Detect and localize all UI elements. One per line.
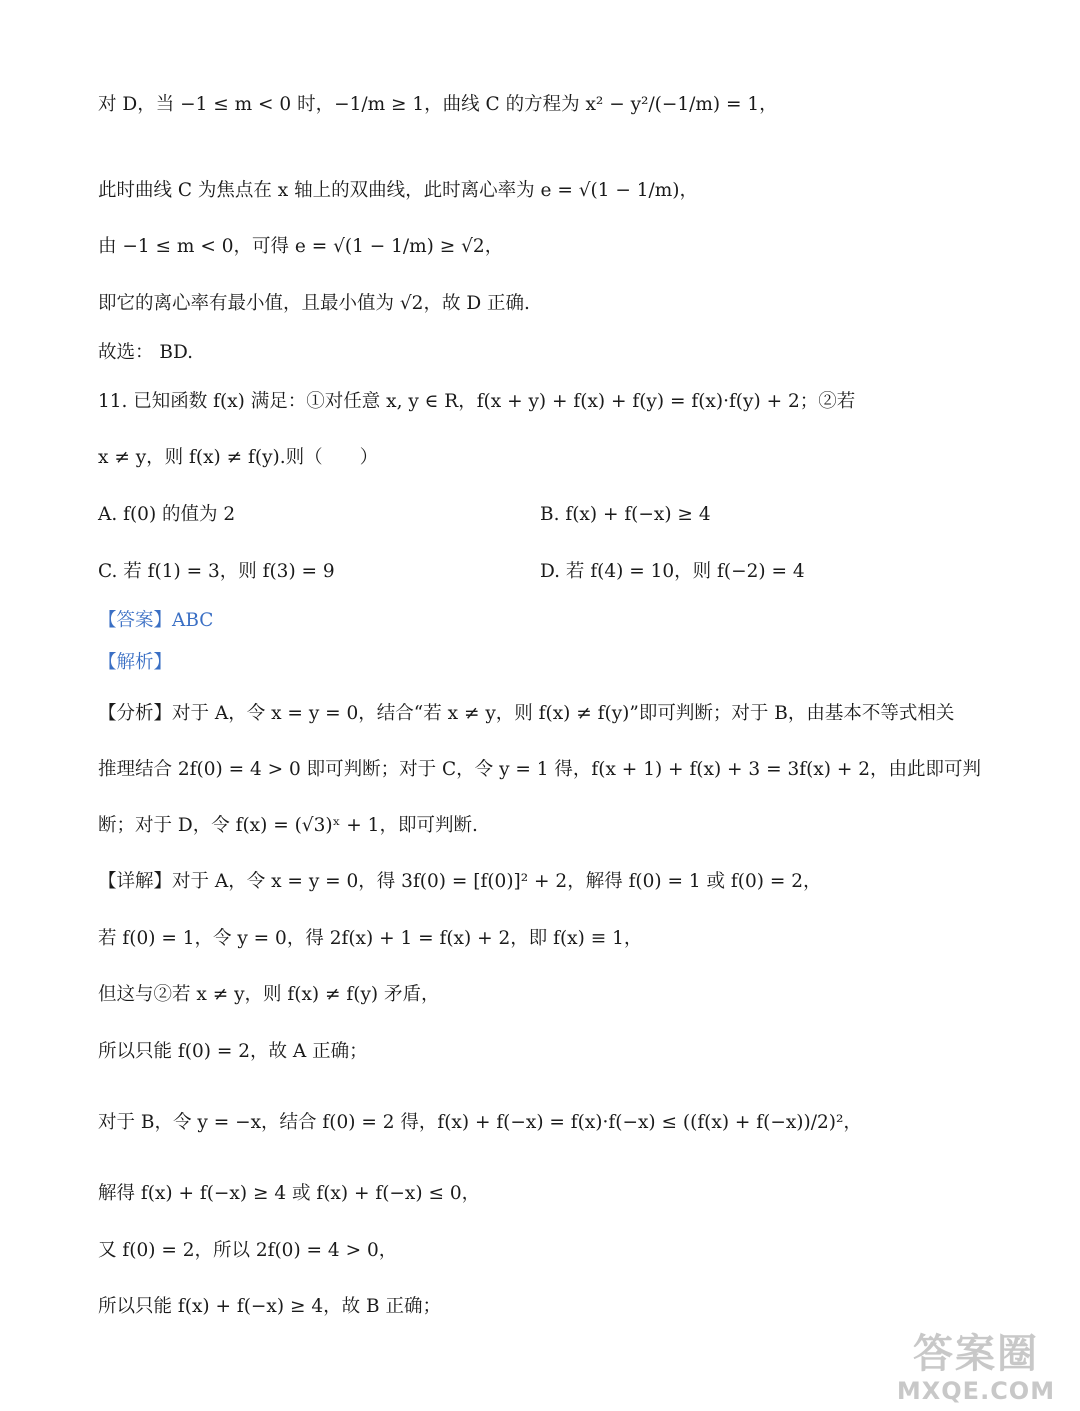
text-line-d-condition: 对 D，当 −1 ≤ m < 0 时，−1/m ≥ 1，曲线 C 的方程为 x² − y²/(−1/m) = 1， <box>98 94 778 115</box>
text-line-range: 由 −1 ≤ m < 0，可得 e = √(1 − 1/m) ≥ √2， <box>98 236 504 257</box>
option-c: C. 若 f(1) = 3，则 f(3) = 9 <box>98 561 335 582</box>
text-line-selection: 故选： BD. <box>98 342 194 363</box>
analysis-line-2: 推理结合 2f(0) = 4 > 0 即可判断；对于 C，令 y = 1 得，f(x + 1) + f(x) + 3 = 3f(x) + 2，由此即可判 <box>98 759 981 780</box>
watermark-url: MXQE.COM <box>896 1377 1056 1405</box>
question-11-stem: 11. 已知函数 f(x) 满足：①对任意 x, y ∈ R，f(x + y) + f(x) + f(y) = f(x)·f(y) + 2；②若 <box>98 391 856 412</box>
detail-line-7: 又 f(0) = 2，所以 2f(0) = 4 > 0， <box>98 1240 398 1261</box>
watermark-logo-text: 答案圈 <box>913 1331 1039 1377</box>
answer-line: 【答案】ABC <box>98 610 214 631</box>
site-watermark <box>886 1331 1066 1405</box>
question-11-stem-cont: x ≠ y，则 f(x) ≠ f(y).则（ ） <box>98 447 379 468</box>
detail-line-2: 若 f(0) = 1，令 y = 0，得 2f(x) + 1 = f(x) + 2，即 f(x) ≡ 1， <box>98 928 643 949</box>
text-line-eccentricity: 此时曲线 C 为焦点在 x 轴上的双曲线，此时离心率为 e = √(1 − 1/m)， <box>98 180 699 201</box>
analysis-heading: 【解析】 <box>98 652 173 673</box>
detail-line-5: 对于 B，令 y = −x，结合 f(0) = 2 得，f(x) + f(−x) = f(x)·f(−x) ≤ ((f(x) + f(−x))/2)²， <box>98 1112 862 1133</box>
detail-line-1: 【详解】对于 A，令 x = y = 0，得 3f(0) = [f(0)]² + 2，解得 f(0) = 1 或 f(0) = 2， <box>98 871 822 892</box>
analysis-line-1: 【分析】对于 A，令 x = y = 0，结合“若 x ≠ y，则 f(x) ≠ f(y)”即可判断；对于 B，由基本不等式相关 <box>98 703 955 724</box>
detail-line-8: 所以只能 f(x) + f(−x) ≥ 4，故 B 正确； <box>98 1296 441 1317</box>
analysis-line-3: 断；对于 D，令 f(x) = (√3)ˣ + 1，即可判断. <box>98 815 478 836</box>
option-d: D. 若 f(4) = 10，则 f(−2) = 4 <box>540 561 805 582</box>
detail-line-4: 所以只能 f(0) = 2，故 A 正确； <box>98 1041 368 1062</box>
detail-line-6: 解得 f(x) + f(−x) ≥ 4 或 f(x) + f(−x) ≤ 0， <box>98 1183 481 1204</box>
option-a: A. f(0) 的值为 2 <box>98 504 236 525</box>
detail-line-3: 但这与②若 x ≠ y，则 f(x) ≠ f(y) 矛盾， <box>98 984 440 1005</box>
text-line-minimum: 即它的离心率有最小值，且最小值为 √2，故 D 正确. <box>98 293 530 314</box>
option-b: B. f(x) + f(−x) ≥ 4 <box>540 504 711 525</box>
